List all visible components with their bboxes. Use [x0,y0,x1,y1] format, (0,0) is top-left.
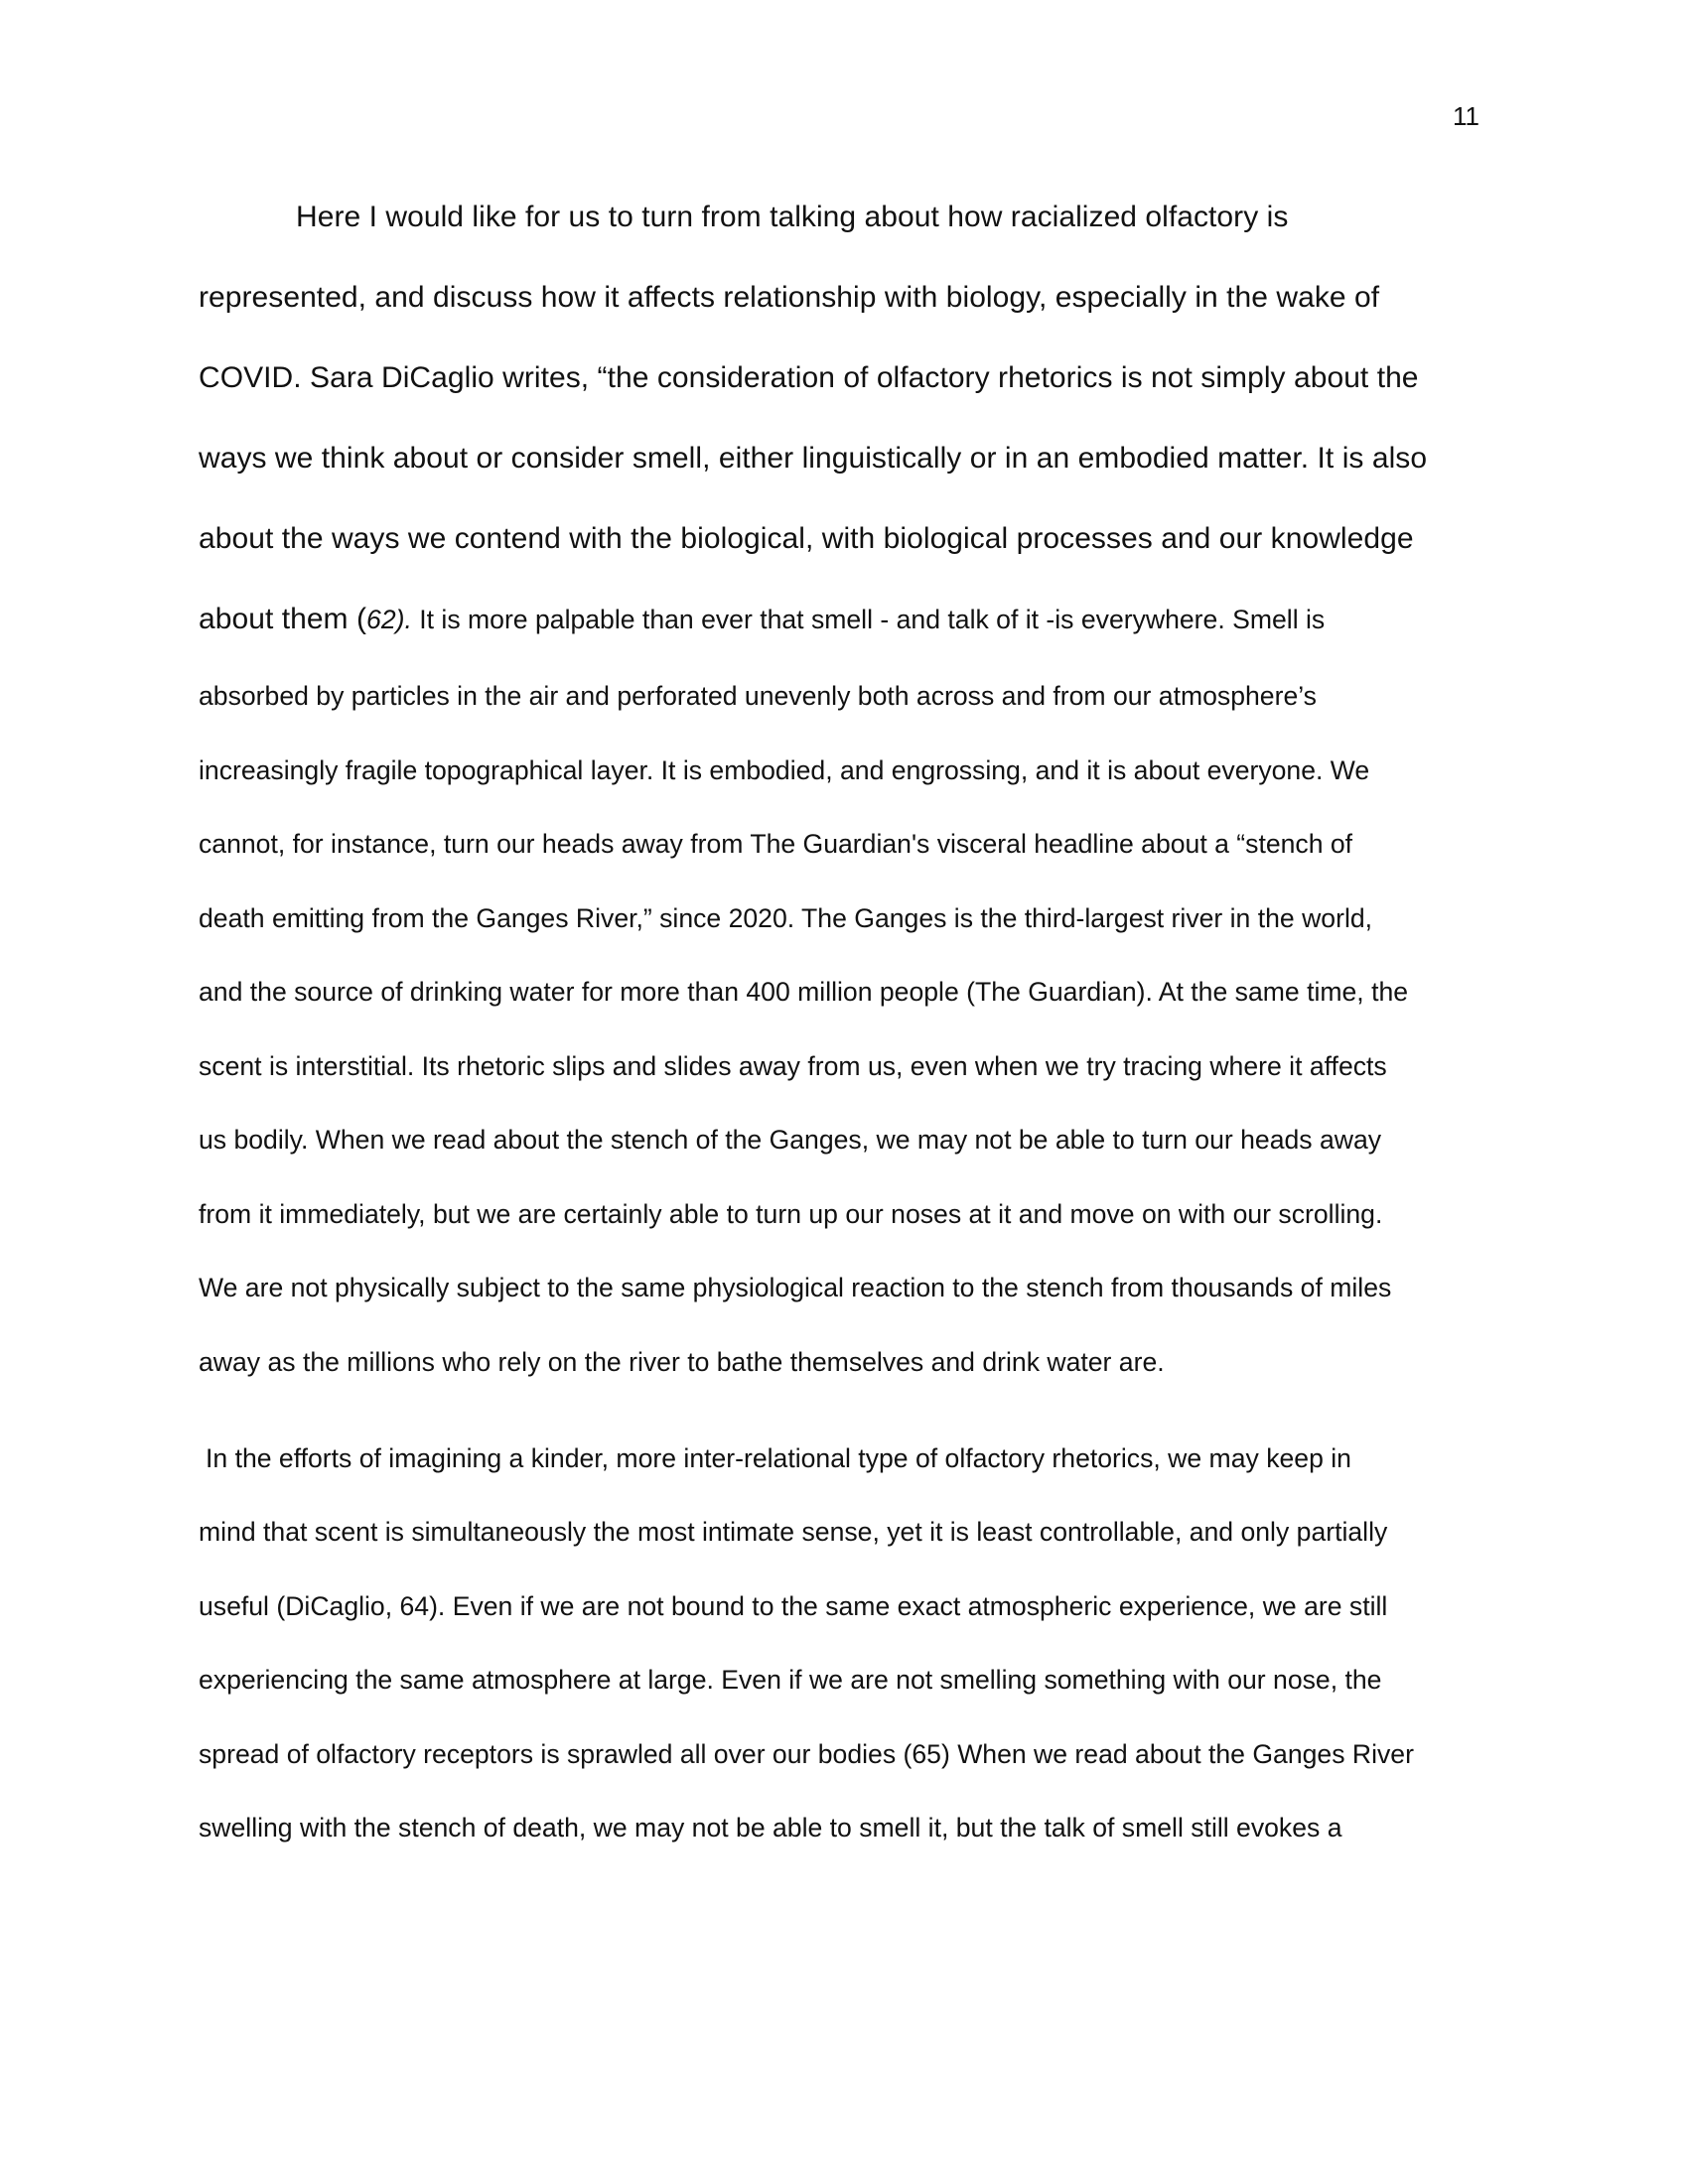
paragraph-line [199,603,1325,636]
paragraph-line: death emitting from the Ganges River,” since 2020. The Ganges is the third-largest river in the world, [199,903,1373,933]
paragraph-line: In the efforts of imagining a kinder, more inter-relational type of olfactory rhetorics, we may keep in [206,1443,1351,1473]
paragraph-line: COVID. Sara DiCaglio writes, “the consideration of olfactory rhetorics is not simply about the [199,361,1419,394]
paragraph-line: spread of olfactory receptors is sprawled all over our bodies (65) When we read about the Ganges River [199,1739,1414,1769]
paragraph-line: mind that scent is simultaneously the most intimate sense, yet it is least controllable, and only partially [199,1517,1388,1547]
page-number: 11 [1453,101,1479,131]
paragraph-line: and the source of drinking water for more than 400 million people (The Guardian). At the same time, the [199,977,1409,1007]
paragraph-line: We are not physically subject to the same physiological reaction to the stench from thousands of miles [199,1273,1392,1302]
paragraph-line: experiencing the same atmosphere at large. Even if we are not smelling something with our nose, the [199,1665,1382,1695]
paragraph-line: away as the millions who rely on the river to bathe themselves and drink water are. [199,1347,1165,1377]
paragraph-line: scent is interstitial. Its rhetoric slips and slides away from us, even when we try tracing where it affects [199,1051,1387,1081]
paragraph-line: Here I would like for us to turn from talking about how racialized olfactory is [296,201,1289,233]
paragraph-line: us bodily. When we read about the stench of the Ganges, we may not be able to turn our heads away [199,1125,1382,1155]
paragraph-line: represented, and discuss how it affects relationship with biology, especially in the wake of [199,281,1380,314]
paragraph-line: from it immediately, but we are certainly able to turn up our noses at it and move on with our scrolling. [199,1199,1383,1229]
paragraph-line: absorbed by particles in the air and perforated unevenly both across and from our atmosphere’s [199,681,1317,711]
paragraph-line: swelling with the stench of death, we may not be able to smell it, but the talk of smell still evokes a [199,1813,1342,1843]
paragraph-line: cannot, for instance, turn our heads away from The Guardian's visceral headline about a “stench of [199,829,1353,859]
paragraph-line: about the ways we contend with the biological, with biological processes and our knowledge [199,522,1414,555]
line-segment: It is more palpable than ever that smell - and talk of it -is everywhere. Smell is [411,605,1326,634]
citation-page: 62). [366,605,412,634]
paragraph-line: ways we think about or consider smell, either linguistically or in an embodied matter. It is also [199,442,1428,475]
line-segment: about them ( [199,603,367,635]
paragraph-line: increasingly fragile topographical layer. It is embodied, and engrossing, and it is about everyone. We [199,755,1370,785]
paragraph-line: useful (DiCaglio, 64). Even if we are not bound to the same exact atmospheric experience, we are still [199,1591,1388,1621]
